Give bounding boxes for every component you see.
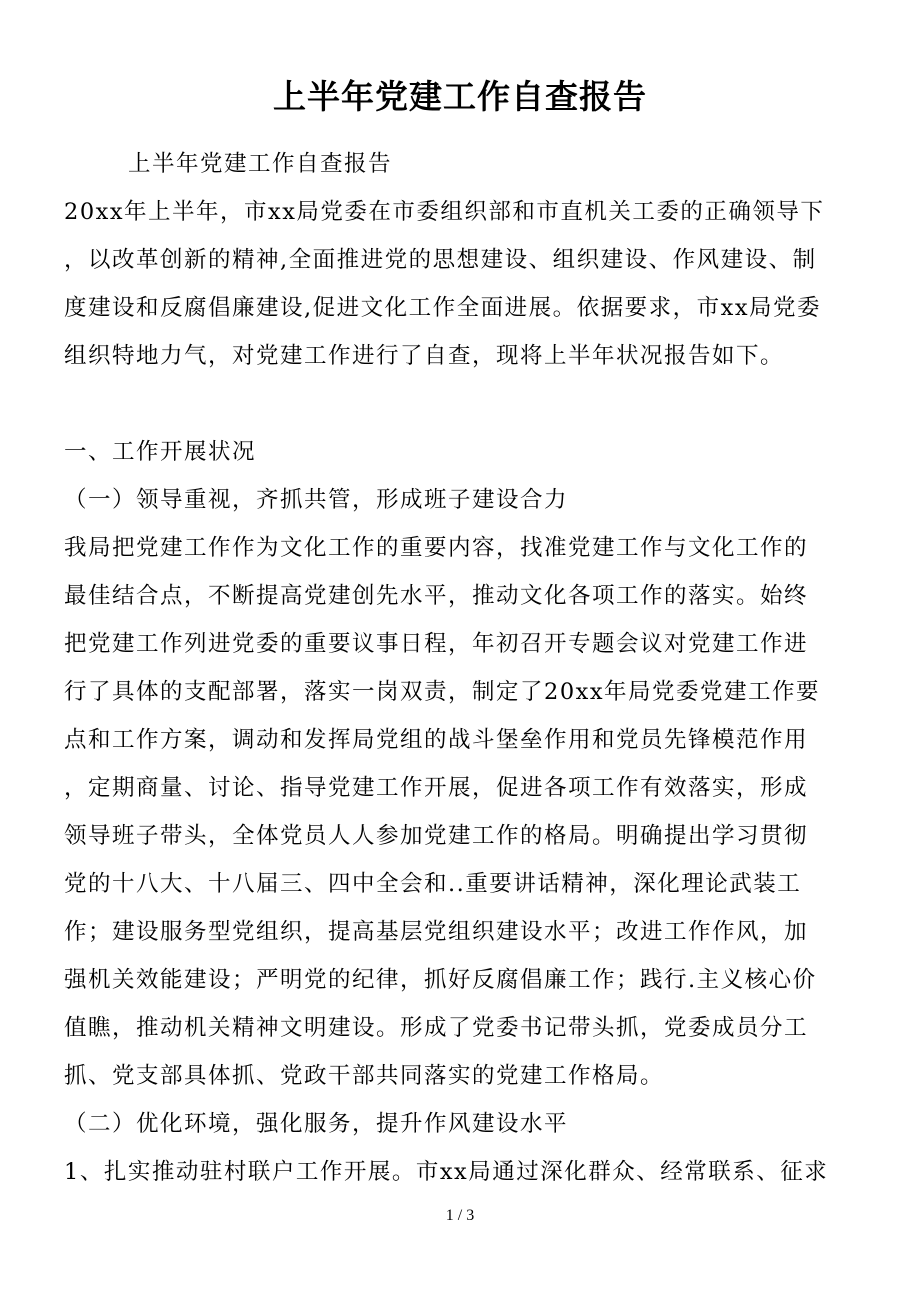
document-title: 上半年党建工作自查报告 [273,77,647,116]
blank-line [64,380,854,428]
paragraph-line: 强机关效能建设；严明党的纪律，抓好反腐倡廉工作；践行.主义核心价 [64,967,817,993]
paragraph-line: 把党建工作列进党委的重要议事日程，年初召开专题会议对党建工作进 [64,631,809,657]
paragraph-line: 领导班子带头，全体党员人人参加党建工作的格局。明确提出学习贯彻 [64,823,809,849]
paragraph-line: ，定期商量、讨论、指导党建工作开展，促进各项工作有效落实，形成 [64,775,809,801]
paragraph-line: 最佳结合点，不断提高党建创先水平，推动文化各项工作的落实。始终 [64,583,809,609]
document-body [64,140,854,1196]
paragraph-line: 度建设和反腐倡廉建设,促进文化工作全面进展。依据要求，市xx局党委 [64,295,822,321]
paragraph-line: 我局把党建工作作为文化工作的重要内容，找准党建工作与文化工作的 [64,535,809,561]
paragraph-line: 党的十八大、十八届三、四中全会和..重要讲话精神，深化理论武装工 [64,871,802,897]
paragraph-line: 1、扎实推动驻村联户工作开展。市xx局通过深化群众、经常联系、征求 [64,1159,829,1185]
paragraph-line: ，以改革创新的精神,全面推进党的思想建设、组织建设、作风建设、制 [64,247,817,273]
subtitle-line: 上半年党建工作自查报告 [128,151,393,177]
paragraph-line: 20xx年上半年，市xx局党委在市委组织部和市直机关工委的正确领导下 [64,199,825,225]
subsection-heading: （一）领导重视，齐抓共管，形成班子建设合力 [64,487,569,513]
page-number: 1 / 3 [445,1207,475,1224]
paragraph-line: 点和工作方案，调动和发挥局党组的战斗堡垒作用和党员先锋模范作用 [64,727,809,753]
paragraph-line: 抓、党支部具体抓、党政干部共同落实的党建工作格局。 [64,1063,665,1089]
subsection-heading: （二）优化环境，强化服务，提升作风建设水平 [64,1111,569,1137]
paragraph-line: 行了具体的支配部署，落实一岗双责，制定了20xx年局党委党建工作要 [64,679,821,705]
paragraph-line: 组织特地力气，对党建工作进行了自查，现将上半年状况报告如下。 [64,343,785,369]
paragraph-line: 作；建设服务型党组织，提高基层党组织建设水平；改进工作作风，加 [64,919,809,945]
paragraph-line: 值瞧，推动机关精神文明建设。形成了党委书记带头抓，党委成员分工 [64,1015,809,1041]
section-heading: 一、工作开展状况 [64,439,257,465]
